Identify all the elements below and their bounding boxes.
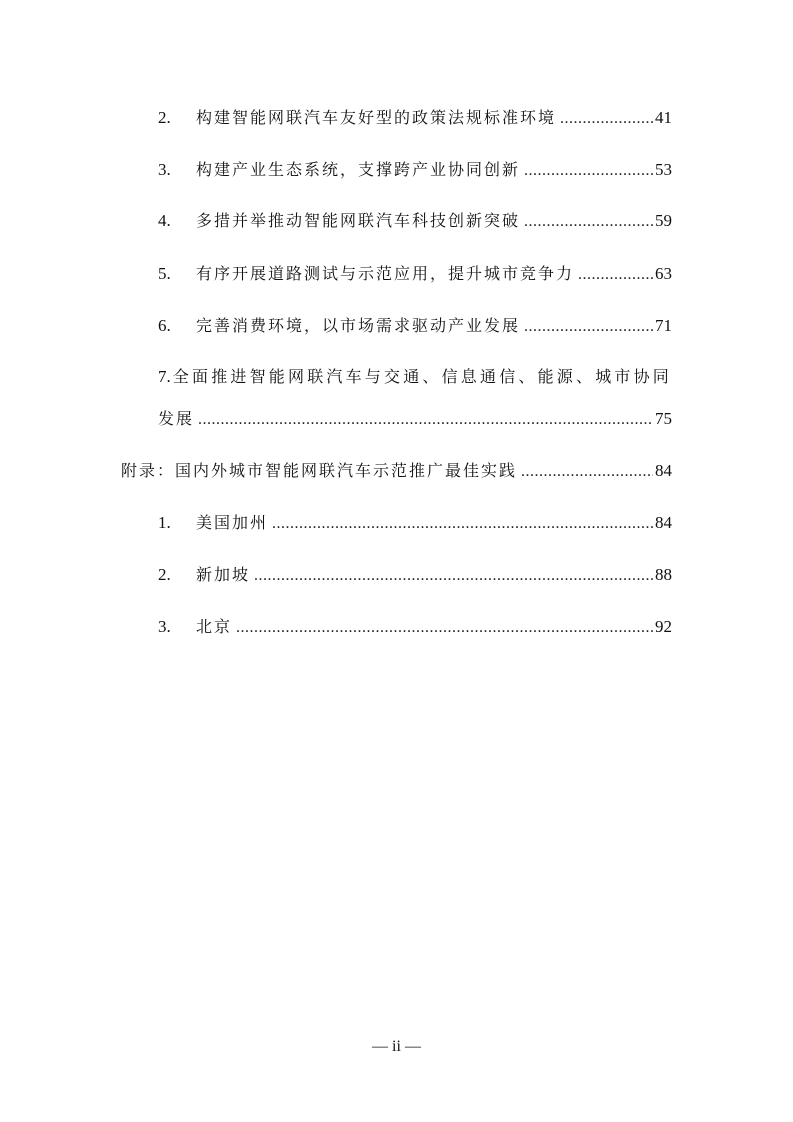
toc-entry-page: 63 bbox=[655, 264, 672, 283]
toc-entry-title: 全面推进智能网联汽车与交通、信息通信、能源、城市协同 bbox=[172, 367, 672, 386]
toc-entry[interactable] bbox=[158, 513, 672, 534]
toc-entry-title: 北京 bbox=[196, 617, 233, 636]
toc-entry-page: 84 bbox=[655, 513, 672, 532]
toc-entry[interactable] bbox=[158, 211, 672, 232]
page-number-footer: — ii — bbox=[372, 1038, 421, 1055]
toc-entry-title: 新加坡 bbox=[196, 565, 251, 584]
toc-entry-number: 2. bbox=[158, 108, 171, 127]
toc-entry-page: 75 bbox=[655, 409, 672, 428]
toc-entry[interactable] bbox=[158, 316, 672, 337]
toc-entry-title: 构建智能网联汽车友好型的政策法规标准环境 bbox=[196, 108, 557, 127]
dot-leader bbox=[524, 212, 653, 232]
toc-entry-page: 92 bbox=[655, 617, 672, 636]
dot-leader bbox=[254, 566, 653, 586]
toc-entry-title: 有序开展道路测试与示范应用，提升城市竞争力 bbox=[196, 264, 575, 283]
toc-entry[interactable] bbox=[158, 565, 672, 586]
toc-entry[interactable] bbox=[158, 617, 672, 638]
dot-leader bbox=[560, 109, 653, 129]
toc-entry-title: 多措并举推动智能网联汽车科技创新突破 bbox=[196, 211, 521, 230]
dot-leader bbox=[236, 618, 653, 638]
toc-entry-number: 2. bbox=[158, 565, 171, 584]
dot-leader bbox=[578, 265, 653, 285]
toc-entry[interactable] bbox=[158, 264, 672, 285]
toc-entry-number: 6. bbox=[158, 316, 171, 335]
appendix-title: 附录：国内外城市智能网联汽车示范推广最佳实践 bbox=[121, 461, 518, 480]
toc-entry[interactable] bbox=[158, 160, 672, 181]
toc-entry-number: 4. bbox=[158, 211, 171, 230]
toc-entry-page: 41 bbox=[655, 108, 672, 127]
dot-leader bbox=[524, 161, 653, 181]
toc-entry-title: 构建产业生态系统，支撑跨产业协同创新 bbox=[196, 160, 521, 179]
dot-leader bbox=[521, 462, 653, 482]
toc-entry-number: 7. bbox=[158, 367, 171, 386]
toc-appendix-entry[interactable] bbox=[121, 461, 672, 482]
appendix-page: 84 bbox=[655, 461, 672, 480]
toc-entry-title: 完善消费环境，以市场需求驱动产业发展 bbox=[196, 316, 521, 335]
toc-entry-page: 71 bbox=[655, 316, 672, 335]
toc-entry-title: 美国加州 bbox=[196, 513, 269, 532]
toc-entry-number: 3. bbox=[158, 617, 171, 636]
toc-entry-page: 88 bbox=[655, 565, 672, 584]
toc-entry-continuation[interactable] bbox=[158, 409, 672, 430]
toc-entry-page: 59 bbox=[655, 211, 672, 230]
dot-leader bbox=[524, 317, 653, 337]
toc-entry-number: 5. bbox=[158, 264, 171, 283]
toc-entry-page: 53 bbox=[655, 160, 672, 179]
toc-entry-first-line[interactable] bbox=[158, 367, 672, 387]
dot-leader bbox=[198, 410, 653, 430]
toc-entry-number: 1. bbox=[158, 513, 171, 532]
toc-entry-number: 3. bbox=[158, 160, 171, 179]
toc-entry-title-continued: 发展 bbox=[158, 409, 195, 428]
dot-leader bbox=[272, 514, 653, 534]
toc-entry[interactable] bbox=[158, 108, 672, 129]
